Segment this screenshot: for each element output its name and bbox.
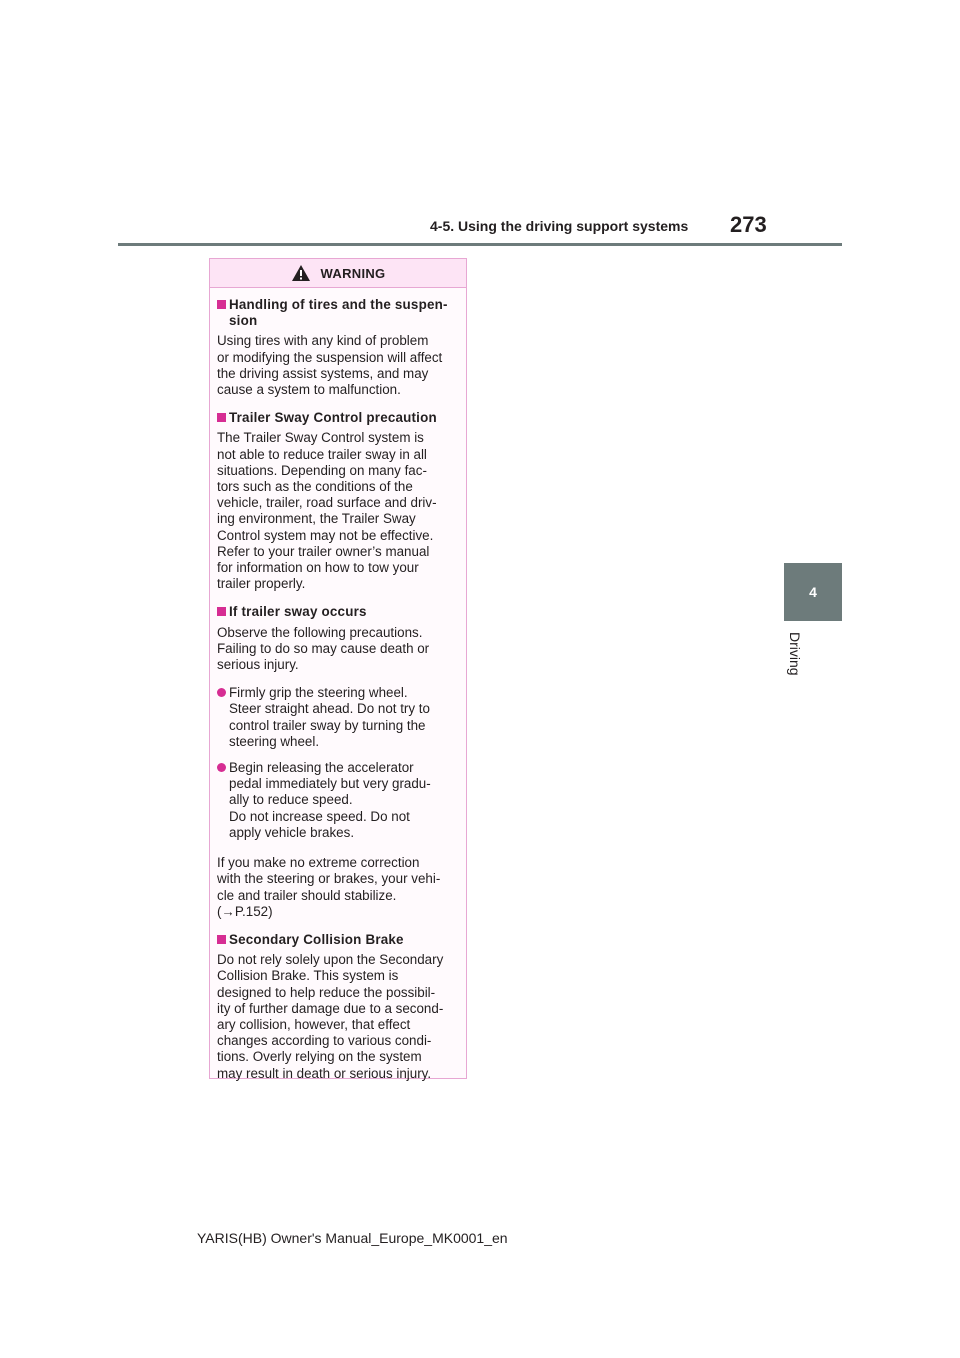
text-line: apply vehicle brakes. [229, 824, 355, 840]
square-bullet-icon [217, 935, 226, 944]
warning-paragraph [217, 855, 459, 920]
text-line: serious injury. [217, 657, 299, 673]
heading-text: If trailer sway occurs [229, 604, 367, 620]
text-line: cle and trailer should stabilize. [217, 887, 397, 903]
warning-heading [217, 604, 459, 620]
bullet-item [217, 760, 459, 841]
text-line: Do not rely solely upon the Secondary [217, 952, 444, 968]
square-bullet-icon [217, 413, 226, 422]
text-line: Firmly grip the steering wheel. [229, 685, 408, 701]
heading-text: Secondary Collision Brake [229, 931, 404, 947]
text-line: Control system may not be effective. [217, 527, 434, 543]
text-line: for information on how to tow your [217, 560, 419, 576]
text-line: Do not increase speed. Do not [229, 808, 410, 824]
heading-text: Trailer Sway Control precaution [229, 410, 437, 426]
text-line: Observe the following precautions. [217, 624, 423, 640]
text-line: Failing to do so may cause death or [217, 640, 430, 656]
section-title: 4-5. Using the driving support systems [430, 218, 689, 234]
round-bullet-icon [217, 688, 226, 697]
round-bullet-icon [217, 763, 226, 772]
text-line: The Trailer Sway Control system is [217, 430, 424, 446]
text-line: control trailer sway by turning the [229, 717, 426, 733]
warning-title: WARNING [320, 265, 386, 281]
text-line: tors such as the conditions of the [217, 479, 413, 495]
text-line: ing environment, the Trailer Sway [217, 511, 416, 527]
text-line: Refer to your trailer owner’s manual [217, 543, 430, 559]
warning-heading [217, 410, 459, 426]
warning-paragraph [217, 952, 459, 1082]
text-line: trailer properly. [217, 576, 306, 592]
text-line: situations. Depending on many fac- [217, 462, 427, 478]
heading-line: Handling of tires and the suspen- [229, 297, 448, 312]
heading-line: sion [229, 313, 258, 329]
bullet-item [217, 685, 459, 750]
warning-paragraph [217, 333, 459, 398]
warning-box [209, 258, 467, 1079]
text-line: or modifying the suspension will affect [217, 349, 443, 365]
warning-header [210, 259, 466, 288]
text-line: ity of further damage due to a second- [217, 1000, 444, 1016]
text-line: tions. Overly relying on the system [217, 1049, 422, 1065]
text-line: not able to reduce trailer sway in all [217, 446, 427, 462]
warning-triangle-icon [291, 264, 311, 282]
square-bullet-icon [217, 607, 226, 616]
text-line: designed to help reduce the possibil- [217, 984, 436, 1000]
chapter-label [780, 632, 810, 682]
text-line: Begin releasing the accelerator [229, 760, 414, 776]
text-line: ary collision, however, that effect [217, 1016, 411, 1032]
header-rule [118, 243, 842, 246]
text-line: changes according to various condi- [217, 1033, 432, 1049]
warning-content [210, 288, 466, 1082]
warning-heading [217, 932, 459, 948]
chapter-tab[interactable] [784, 563, 842, 621]
square-bullet-icon [217, 300, 226, 309]
warning-paragraph [217, 625, 459, 674]
text-line: the driving assist systems, and may [217, 365, 429, 381]
page-reference-link[interactable]: (→P.152) [217, 903, 273, 919]
text-line: may result in death or serious injury. [217, 1065, 432, 1081]
page-number: 273 [730, 212, 767, 237]
text-line: Collision Brake. This system is [217, 968, 399, 984]
text-line: cause a system to malfunction. [217, 382, 401, 398]
text-line: Steer straight ahead. Do not try to [229, 701, 430, 717]
text-line: If you make no extreme correction [217, 855, 420, 871]
footer-manual-title: YARIS(HB) Owner's Manual_Europe_MK0001_en [197, 1230, 508, 1246]
chapter-label-text: Driving [787, 632, 803, 676]
text-line: ally to reduce speed. [229, 792, 353, 808]
text-line: Using tires with any kind of problem [217, 333, 429, 349]
chapter-number: 4 [809, 584, 817, 600]
text-line: vehicle, trailer, road surface and driv- [217, 495, 437, 511]
text-line: with the steering or brakes, your vehi- [217, 871, 441, 887]
text-line: steering wheel. [229, 733, 320, 749]
text-line: pedal immediately but very gradu- [229, 776, 431, 792]
warning-heading [217, 297, 459, 329]
warning-paragraph [217, 430, 459, 592]
